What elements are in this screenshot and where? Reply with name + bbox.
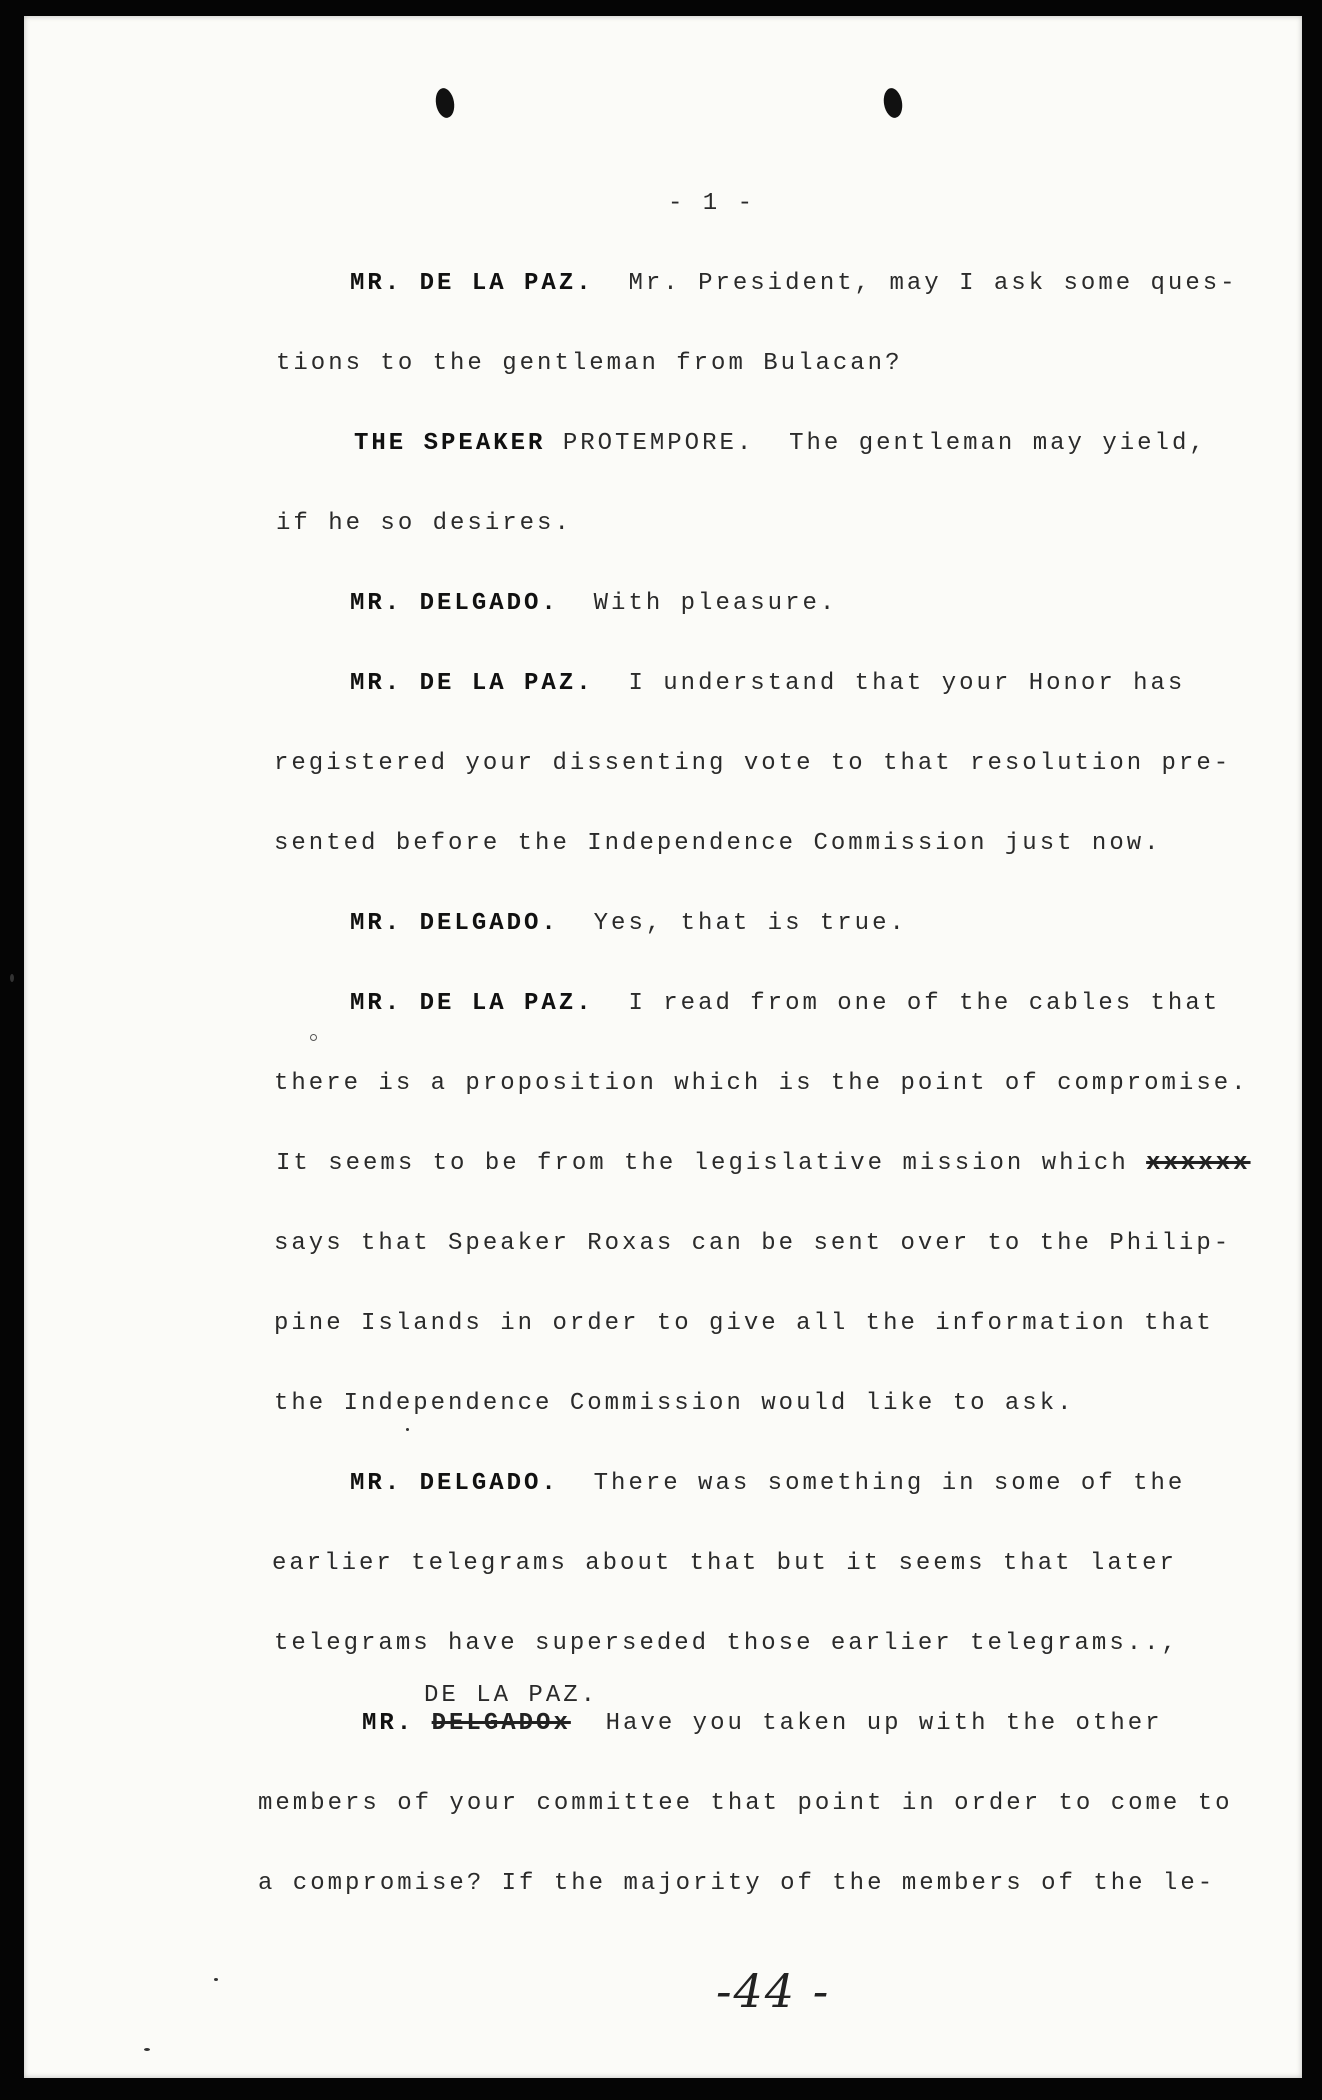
line-text: The gentleman may yield,	[789, 430, 1207, 457]
transcript-line: a compromise? If the majority of the members of the le-	[258, 1870, 1216, 1897]
transcript-line	[350, 672, 1185, 696]
struck-text: xxxxxx	[1146, 1150, 1251, 1177]
transcript-line	[350, 992, 1220, 1016]
speaker-label: MR. DE LA PAZ.	[350, 670, 594, 697]
line-text: It seems to be from the legislative mission which	[276, 1150, 1129, 1177]
transcript-line: the Independence Commission would like to ask.	[274, 1390, 1075, 1417]
transcript-line	[276, 1152, 1251, 1176]
line-text: There was something in some of the	[593, 1470, 1186, 1497]
paper-sheet	[24, 16, 1302, 2078]
line-text: I read from one of the cables that	[628, 990, 1221, 1017]
transcript-line: members of your committee that point in order to come to	[258, 1790, 1233, 1817]
transcript-line: tions to the gentleman from Bulacan?	[276, 350, 903, 377]
speaker-label: MR. DE LA PAZ.	[350, 990, 594, 1017]
speaker-label: THE SPEAKER	[354, 430, 546, 457]
interlinear-correction: DE LA PAZ.	[424, 1682, 599, 1709]
transcript-line: there is a proposition which is the point of compromise.	[274, 1070, 1249, 1097]
speaker-label: MR.	[362, 1710, 415, 1737]
transcript-line: if he so desires.	[276, 510, 572, 537]
handwritten-page-number: -44 -	[716, 1964, 831, 2018]
transcript-line: pine Islands in order to give all the information that	[274, 1310, 1214, 1337]
line-text: Mr. President, may I ask some ques-	[628, 270, 1238, 297]
transcript-line: earlier telegrams about that but it seems that later	[272, 1550, 1177, 1577]
struck-speaker: DELGADOx	[431, 1710, 571, 1737]
line-text: Have you taken up with the other	[605, 1710, 1163, 1737]
transcript-line	[354, 432, 1207, 456]
transcript-line	[362, 1712, 1163, 1736]
punch-hole-left	[434, 87, 457, 120]
scan-speck	[144, 2048, 150, 2051]
speaker-label: MR. DELGADO.	[350, 590, 559, 617]
transcript-line	[350, 1472, 1185, 1496]
scan-speck	[214, 1978, 218, 1981]
speaker-label: MR. DELGADO.	[350, 910, 559, 937]
line-text: With pleasure.	[593, 590, 838, 617]
transcript-line: registered your dissenting vote to that resolution pre-	[274, 750, 1232, 777]
scan-speck	[310, 1034, 317, 1041]
speaker-label: MR. DE LA PAZ.	[350, 270, 594, 297]
transcript-line: telegrams have superseded those earlier telegrams..,	[274, 1630, 1179, 1657]
scan-speck	[10, 974, 14, 982]
transcript-line: says that Speaker Roxas can be sent over to the Philip-	[274, 1230, 1232, 1257]
speaker-label: MR. DELGADO.	[350, 1470, 559, 1497]
transcript-line	[350, 272, 1238, 296]
punch-hole-right	[882, 87, 905, 120]
line-text: I understand that your Honor has	[628, 670, 1186, 697]
speaker-label-rest: PROTEMPORE.	[562, 430, 755, 457]
page-number: - 1 -	[668, 190, 756, 217]
scan-speck	[406, 1428, 409, 1431]
transcript-line	[350, 912, 907, 936]
line-text: Yes, that is true.	[593, 910, 907, 937]
transcript-line	[350, 592, 837, 616]
transcript-line: sented before the Independence Commission just now.	[274, 830, 1162, 857]
